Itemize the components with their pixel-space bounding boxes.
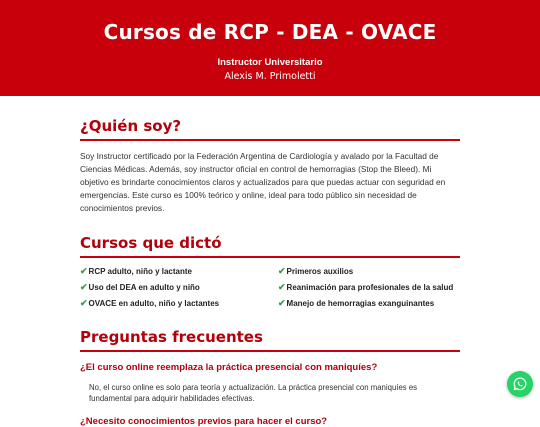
course-label: Uso del DEA en adulto y niño	[88, 282, 200, 292]
course-item	[278, 282, 460, 292]
check-icon: ✔	[80, 297, 88, 308]
course-item	[278, 298, 460, 308]
about-text: Soy Instructor certificado por la Federación Argentina de Cardiología y avalado por la Facultad de Ciencias Médicas. Además, soy instructor oficial en control de hemorragias (Stop the Bleed). Mi objetivo es brindarte conocimientos claros y actualizados para que puedas actuar con seguridad en emergencias. Este curso es 100% teórico y online, ideal para todo público sin necesidad de conocimientos previos.	[80, 151, 446, 213]
instructor-role: Instructor Universitario	[217, 57, 323, 68]
course-label: RCP adulto, niño y lactante	[88, 266, 192, 276]
check-icon: ✔	[80, 265, 88, 276]
check-icon: ✔	[80, 281, 88, 292]
faq-answer: No, el curso online es solo para teoría y actualización. La práctica presencial con maniquíes es fundamental para adquirir habilidades efectivas.	[89, 383, 418, 403]
about-title: ¿Quién soy?	[80, 117, 460, 141]
course-label: OVACE en adulto, niño y lactantes	[88, 298, 220, 308]
whatsapp-icon	[512, 376, 528, 392]
page-title: Cursos de RCP - DEA - OVACE	[103, 20, 437, 44]
check-icon: ✔	[278, 297, 286, 308]
main-content	[0, 117, 540, 427]
course-item	[80, 282, 278, 292]
faq-title: Preguntas frecuentes	[80, 328, 460, 352]
courses-section	[80, 234, 460, 308]
hero-header	[0, 0, 540, 96]
course-item	[278, 266, 460, 276]
check-icon: ✔	[278, 281, 286, 292]
courses-list	[80, 266, 460, 308]
course-label: Primeros auxilios	[286, 266, 354, 276]
course-label: Manejo de hemorragias exanguinantes	[286, 298, 435, 308]
faq-question[interactable]: ¿Necesito conocimientos previos para hacer el curso?	[80, 416, 328, 427]
instructor-name: Alexis M. Primoletti	[224, 71, 316, 82]
course-item	[80, 266, 278, 276]
about-section	[80, 117, 460, 215]
whatsapp-button[interactable]	[507, 371, 533, 397]
check-icon: ✔	[278, 265, 286, 276]
faq-section	[80, 328, 460, 427]
course-item	[80, 298, 278, 308]
course-label: Reanimación para profesionales de la salud	[286, 282, 454, 292]
courses-title: Cursos que dictó	[80, 234, 460, 258]
faq-question[interactable]: ¿El curso online reemplaza la práctica presencial con maniquíes?	[80, 362, 378, 373]
